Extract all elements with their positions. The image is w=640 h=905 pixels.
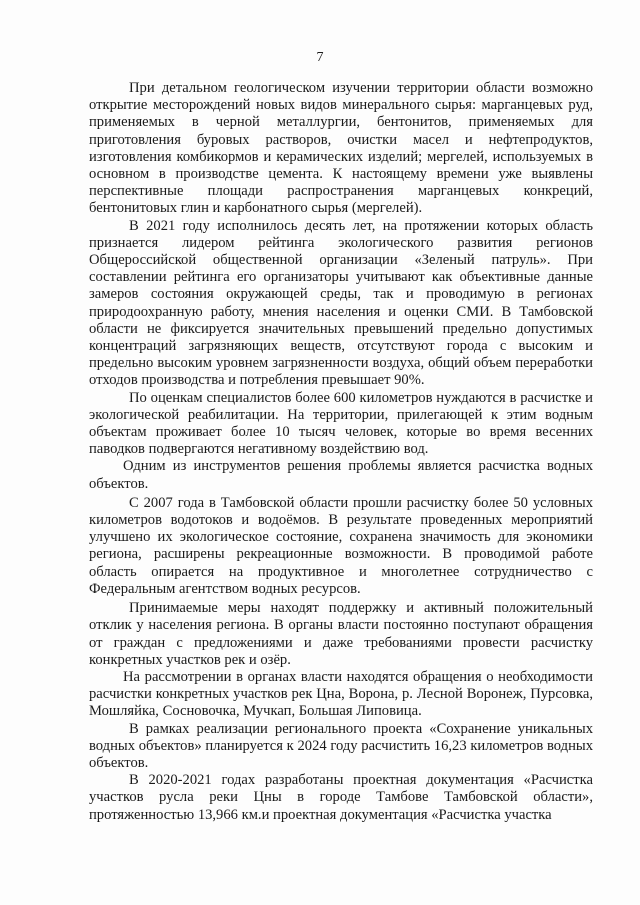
paragraph-specialists: По оценкам специалистов более 600 километров нуждаются в расчистке и экологической реабилитации. На территории, прилегающей к этим водным объектам проживает более 10 тысяч человек, которые во время весенних паводков подвергаются негативному воздействию вод. [89, 389, 593, 458]
paragraph-appeals: На рассмотрении в органах власти находятся обращения о необходимости расчистки конкретных участков рек Цна, Ворона, р. Лесной Воронеж, Пурсовка, Мошляйка, Сосновочка, Мучкап, Большая Липовица. [89, 668, 593, 720]
paragraph-geology: При детальном геологическом изучении территории области возможно открытие месторождений новых видов минерального сырья: марганцевых руд, применяемых в черной металлургии, бентонитов, применяемых для приготовления буровых растворов, очистки масел и нефтепродуктов, изготовления комбикормов и керамических изделий; мергелей, используемых в основном в производстве цемента. К настоящему времени уже выявлены перспективные площади распространения марганцевых конкреций, бентонитовых глин и карбонатного сырья (мергелей). [89, 80, 593, 217]
paragraph-support: Принимаемые меры находят поддержку и активный положительный отклик у населения региона. В органы власти постоянно поступают обращения от граждан с предложениями и даже требованиями провести расчистку конкретных участков рек и озёр. [89, 600, 593, 668]
body-text [89, 80, 593, 824]
paragraph-2020-2021: В 2020-2021 годах разработаны проектная документация «Расчистка участков русла реки Цны в городе Тамбове Тамбовской области», протяженностью 13,966 км.и проектная документация «Расчистка участка [89, 772, 593, 823]
page-number: 7 [316, 50, 324, 65]
paragraph-since-2007: С 2007 года в Тамбовской области прошли расчистку более 50 условных километров водотоков и водоёмов. В результате проведенных мероприятий улучшено их экологическое состояние, сохранена значимость для экономики региона, расширены рекреационные возможности. В проводимой работе область опирается на продуктивное и многолетнее сотрудничество с Федеральным агентством водных ресурсов. [89, 494, 593, 597]
paragraph-instruments: Одним из инструментов решения проблемы является расчистка водных объектов. [89, 458, 593, 492]
paragraph-regional-project: В рамках реализации регионального проекта «Сохранение уникальных водных объектов» планируется к 2024 году расчистить 16,23 километров водных объектов. [89, 720, 593, 771]
paragraph-rating: В 2021 году исполнилось десять лет, на протяжении которых область признается лидером рейтинга экологического развития регионов Общероссийской общественной организации «Зеленый патруль». При составлении рейтинга его организаторы учитывают как объективные данные замеров состояния окружающей среды, так и проводимую в регионах природоохранную работу, мнения населения и оценки СМИ. В Тамбовской области не фиксируется значительных превышений предельно допустимых концентраций загрязняющих веществ, отсутствуют города с высоким и предельно высоким уровнем загрязненности воздуха, общий объем переработки отходов производства и потребления превышает 90%. [89, 217, 593, 389]
